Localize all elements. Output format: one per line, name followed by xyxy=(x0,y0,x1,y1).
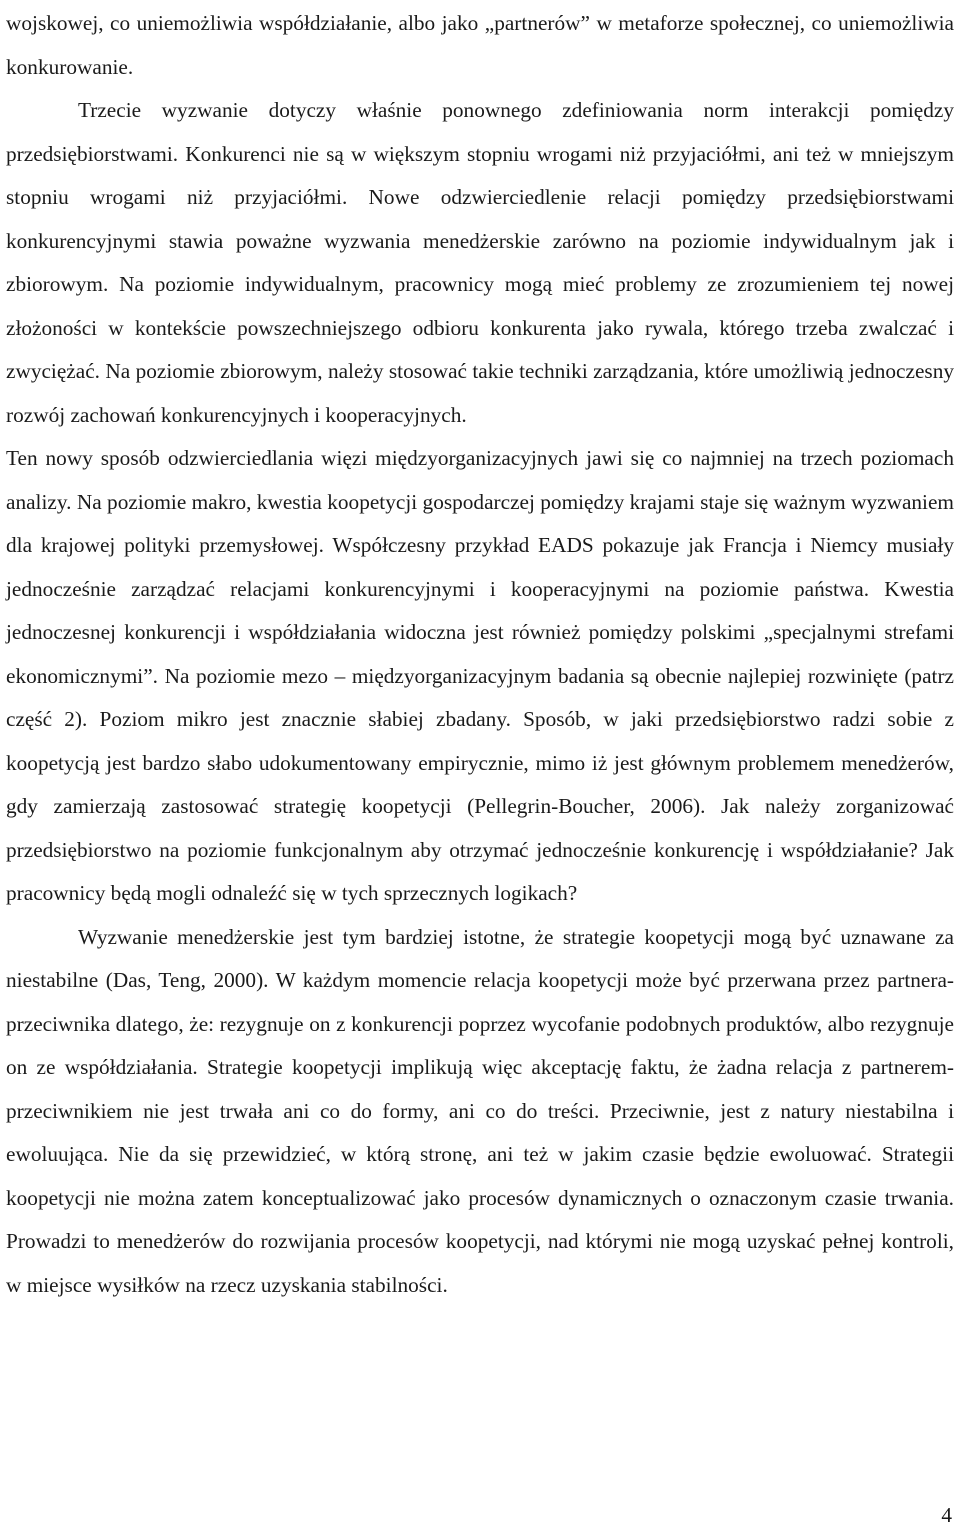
document-page xyxy=(6,2,954,1307)
paragraph-managerial-challenge: Wyzwanie menedżerskie jest tym bardziej istotne, że strategie koopetycji mogą być uznawane za niestabilne (Das, Teng, 2000). W każdym momencie relacja koopetycji może być przerwana przez partnera-przeciwnika dlatego, że: rezygnuje on z konkurencji poprzez wycofanie podobnych produktów, albo rezygnuje on ze współdziałania. Strategie koopetycji implikują więc akceptację faktu, że żadna relacja z partnerem-przeciwnikiem nie jest trwała ani co do formy, ani co do treści. Przeciwnie, jest z natury niestabilna i ewoluująca. Nie da się przewidzieć, w którą stronę, ani też w jakim czasie będzie ewoluować. Strategii koopetycji nie można zatem konceptualizować jako procesów dynamicznych o oznaczonym czasie trwania. Prowadzi to menedżerów do rozwijania procesów koopetycji, nad którymi nie mogą uzyskać pełnej kontroli, w miejsce wysiłków na rzecz uzyskania stabilności. xyxy=(6,924,954,1297)
paragraph-third-challenge: Trzecie wyzwanie dotyczy właśnie ponownego zdefiniowania norm interakcji pomiędzy przedsiębiorstwami. Konkurenci nie są w większym stopniu wrogami niż przyjaciółmi, ani też w mniejszym stopniu wrogami niż przyjaciółmi. Nowe odzwierciedlenie relacji pomiędzy przedsiębiorstwami konkurencyjnymi stawia poważne wyzwania menedżerskie zarówno na poziomie indywidualnym jak i zbiorowym. Na poziomie indywidualnym, pracownicy mogą mieć problemy ze zrozumieniem tej nowej złożoności w kontekście powszechniejszego odbioru konkurenta jako rywala, którego trzeba zwalczać i zwyciężać. Na poziomie zbiorowym, należy stosować takie techniki zarządzania, które umożliwią jednoczesny rozwój zachowań konkurencyjnych i kooperacyjnych. xyxy=(6,98,954,427)
page-number: 4 xyxy=(941,1503,952,1527)
paragraph-analysis-levels: Ten nowy sposób odzwierciedlania więzi międzyorganizacyjnych jawi się co najmniej na trzech poziomach analizy. Na poziomie makro, kwestia koopetycji gospodarczej pomiędzy krajami staje się ważnym wyzwaniem dla krajowej polityki przemysłowej. Współczesny przykład EADS pokazuje jak Francja i Niemcy musiały jednocześnie zarządzać relacjami konkurencyjnymi i kooperacyjnymi na poziomie państwa. Kwestia jednoczesnej konkurencji i współdziałania widoczna jest również pomiędzy polskimi „specjalnymi strefami ekonomicznymi”. Na poziomie mezo – międzyorganizacyjnym badania są obecnie najlepiej rozwinięte (patrz część 2). Poziom mikro jest znacznie słabiej zbadany. Sposób, w jaki przedsiębiorstwo radzi sobie z koopetycją jest bardzo słabo udokumentowany empirycznie, mimo iż jest głównym problemem menedżerów, gdy zamierzają zastosować strategię koopetycji (Pellegrin-Boucher, 2006). Jak należy zorganizować przedsiębiorstwo na poziomie funkcjonalnym aby otrzymać jednocześnie konkurencję i współdziałanie? Jak pracownicy będą mogli odnaleźć się w tych sprzecznych logikach? xyxy=(6,446,954,905)
paragraph-continuation: wojskowej, co uniemożliwia współdziałanie, albo jako „partnerów” w metaforze społecznej, co uniemożliwia konkurowanie. xyxy=(6,11,954,79)
